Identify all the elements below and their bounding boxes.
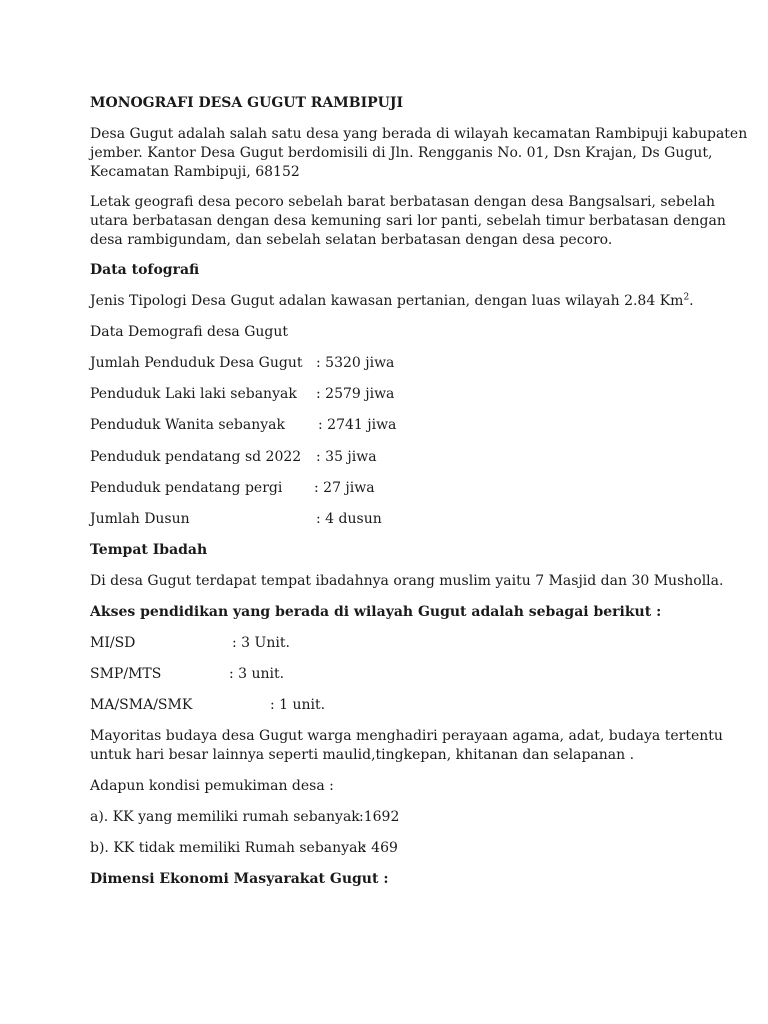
intro-line-3: Kecamatan Rambipuji, 68152	[90, 164, 300, 180]
edu-label-smp: SMP/MTS	[90, 666, 162, 682]
geo-line-1: Letak geografi desa pecoro sebelah barat berbatasan dengan desa Bangsalsari, sebelah	[90, 194, 715, 210]
demo-label-total: Jumlah Penduduk Desa Gugut	[90, 355, 303, 371]
intro-line-2: jember. Kantor Desa Gugut berdomisili di Jln. Rengganis No. 01, Dsn Krajan, Ds Gugut,	[90, 145, 713, 161]
budaya-line-1: Mayoritas budaya desa Gugut warga menghadiri perayaan agama, adat, budaya tertentu	[90, 728, 723, 744]
demo-value-laki: : 2579 jiwa	[316, 386, 395, 402]
topo-heading: Data tofografi	[90, 262, 200, 278]
demo-value-pendatang: : 35 jiwa	[316, 449, 377, 465]
geo-line-3: desa rambigundam, dan sebelah selatan berbatasan dengan desa pecoro.	[90, 232, 613, 248]
housing-value-a: :1692	[359, 809, 400, 825]
edu-label-sd: MI/SD	[90, 635, 136, 651]
demo-value-total: : 5320 jiwa	[316, 355, 395, 371]
edu-value-sd: : 3 Unit.	[232, 635, 290, 651]
geo-line-2: utara berbatasan dengan desa kemuning sari lor panti, sebelah timur berbatasan dengan	[90, 213, 726, 229]
ekonomi-heading: Dimensi Ekonomi Masyarakat Gugut :	[90, 871, 389, 887]
topo-text-main: Jenis Tipologi Desa Gugut adalan kawasan pertanian, dengan luas wilayah 2.84 Km	[90, 293, 684, 309]
topo-text-end: .	[689, 293, 694, 309]
demografi-heading: Data Demografi desa Gugut	[90, 324, 289, 340]
demo-value-dusun: : 4 dusun	[316, 511, 382, 527]
demo-label-pergi: Penduduk pendatang pergi	[90, 480, 283, 496]
demo-value-wanita: : 2741 jiwa	[318, 417, 397, 433]
budaya-line-2: untuk hari besar lainnya seperti maulid,tingkepan, khitanan dan selapanan .	[90, 747, 635, 763]
demo-label-laki: Penduduk Laki laki sebanyak	[90, 386, 297, 402]
housing-label-b: b). KK tidak memiliki Rumah sebanyak	[90, 840, 366, 856]
housing-value-b: : 469	[362, 840, 398, 856]
edu-value-sma: : 1 unit.	[270, 697, 326, 713]
ibadah-heading: Tempat Ibadah	[90, 542, 208, 558]
document-title: MONOGRAFI DESA GUGUT RAMBIPUJI	[90, 95, 404, 111]
demo-label-wanita: Penduduk Wanita sebanyak	[90, 417, 285, 433]
demo-label-dusun: Jumlah Dusun	[90, 511, 190, 527]
housing-label-a: a). KK yang memiliki rumah sebanyak	[90, 809, 360, 825]
edu-label-sma: MA/SMA/SMK	[90, 697, 193, 713]
edu-value-smp: : 3 unit.	[229, 666, 285, 682]
topo-superscript: 2	[683, 292, 690, 303]
demo-label-pendatang: Penduduk pendatang sd 2022	[90, 449, 302, 465]
ibadah-text: Di desa Gugut terdapat tempat ibadahnya orang muslim yaitu 7 Masjid dan 30 Musholla.	[90, 573, 724, 589]
intro-line-1: Desa Gugut adalah salah satu desa yang berada di wilayah kecamatan Rambipuji kabupaten	[90, 126, 748, 142]
topo-text	[90, 292, 694, 311]
pendidikan-heading: Akses pendidikan yang berada di wilayah Gugut adalah sebagai berikut :	[90, 604, 662, 620]
pemukiman-heading: Adapun kondisi pemukiman desa :	[90, 778, 334, 794]
demo-value-pergi: : 27 jiwa	[314, 480, 375, 496]
